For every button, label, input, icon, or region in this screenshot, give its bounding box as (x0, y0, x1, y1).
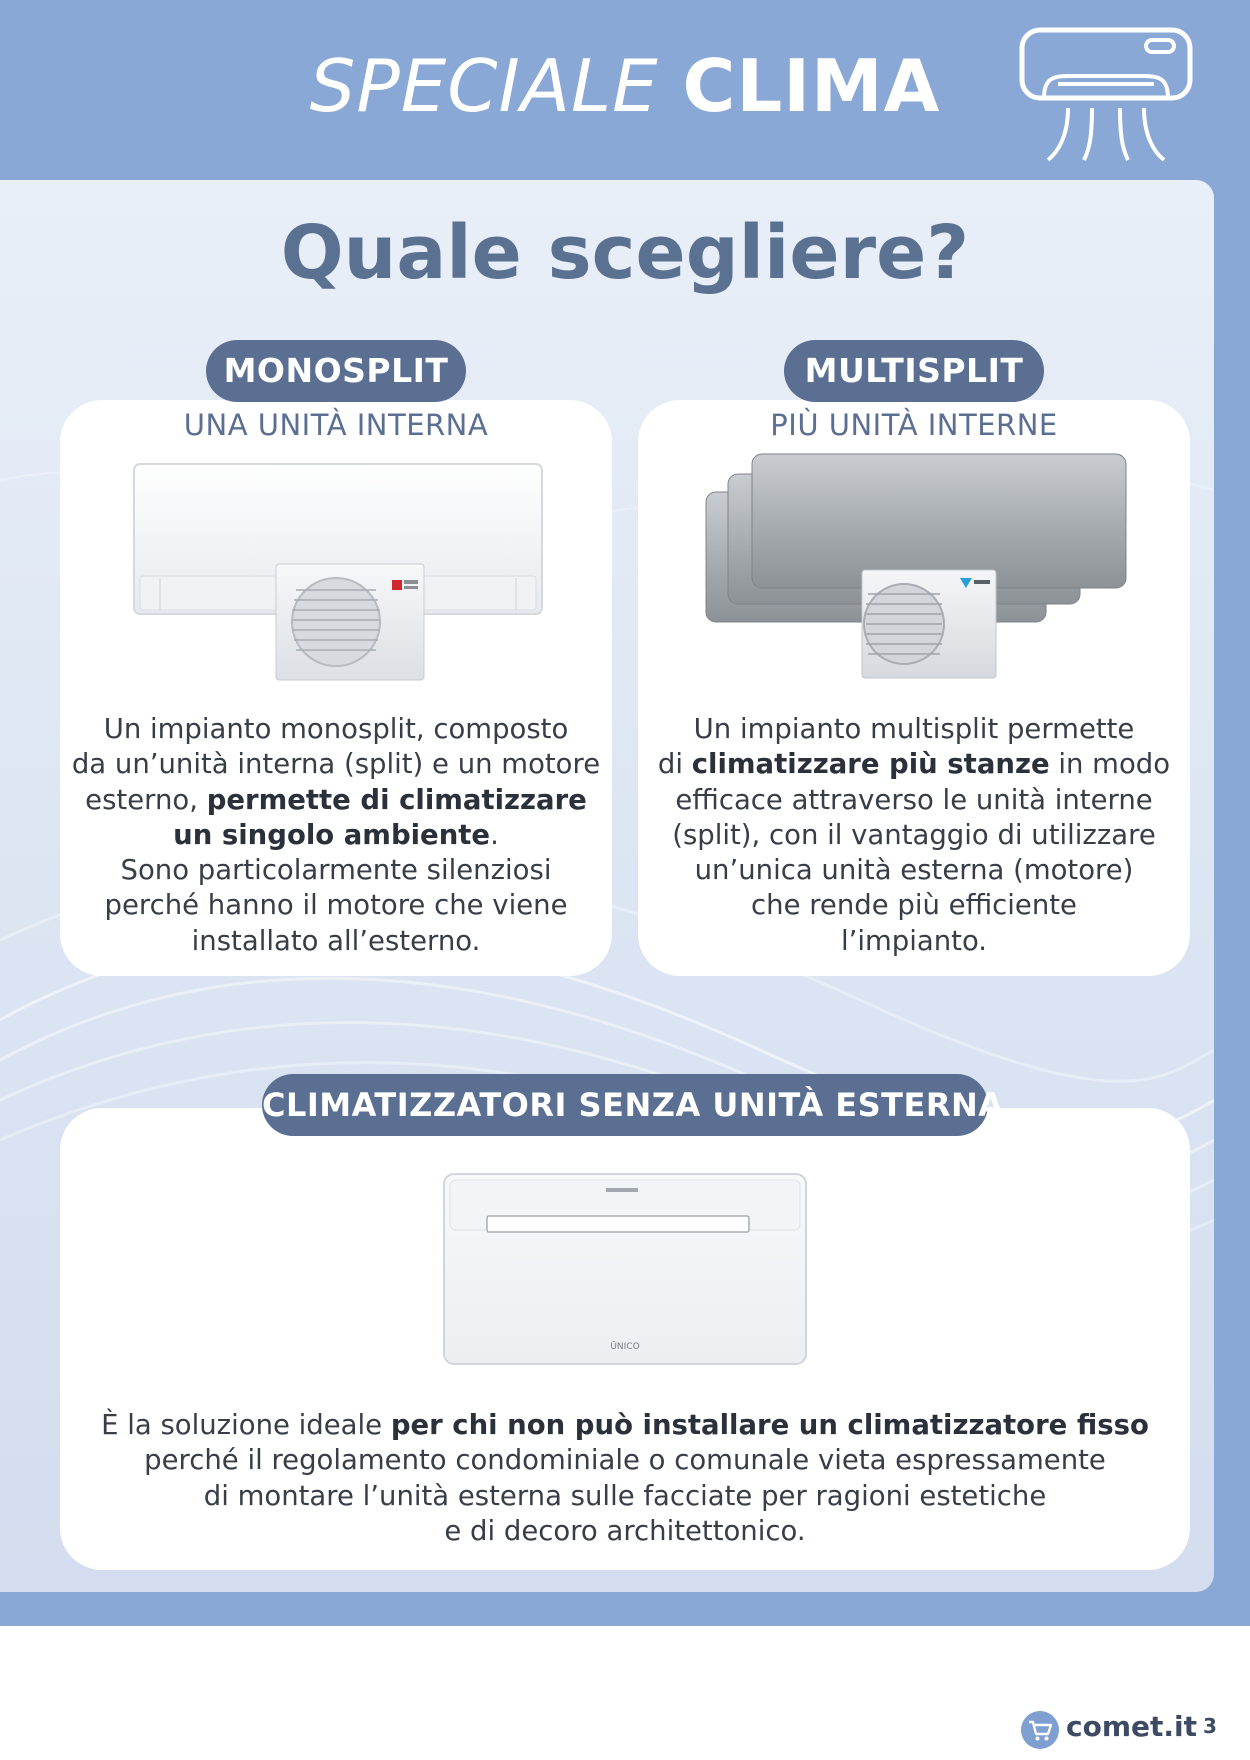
text-segment: esterno, (85, 783, 207, 816)
text-line (638, 924, 1190, 959)
title-light: SPECIALE (309, 44, 659, 128)
unico-brand-label: ŪNICO (610, 1342, 640, 1352)
text-segment: da un’unità interna (split) e un motore (71, 748, 601, 781)
text-line (638, 888, 1190, 923)
monosplit-pill: MONOSPLIT (206, 340, 466, 402)
text-line (638, 783, 1190, 818)
text-line (60, 1514, 1190, 1549)
multisplit-description (638, 712, 1190, 959)
shopping-cart-icon (1020, 1710, 1060, 1750)
text-line (638, 712, 1190, 747)
text-line (60, 1408, 1190, 1443)
page-number: 3 (1203, 1714, 1217, 1738)
text-line (60, 747, 612, 782)
bold-text: un singolo ambiente (173, 818, 491, 851)
text-line (60, 1479, 1190, 1514)
text-segment: l’impianto. (840, 924, 988, 957)
text-segment: di montare l’unità esterna sulle facciate per ragioni estetiche (203, 1479, 1047, 1512)
monosplit-product-image (130, 460, 550, 682)
text-line (638, 747, 1190, 782)
bold-text: permette di climatizzare (206, 783, 587, 816)
brand-logo-text: comet.it (1066, 1710, 1198, 1743)
text-segment: Sono particolarmente silenziosi (120, 854, 552, 887)
bold-text: per chi non può installare un climatizzatore fisso (390, 1409, 1149, 1441)
monosplit-subtitle: UNA UNITÀ INTERNA (183, 408, 489, 442)
text-segment: (split), con il vantaggio di utilizzare (672, 818, 1156, 851)
text-segment: di (657, 748, 692, 781)
bold-text: climatizzare più stanze (691, 748, 1050, 781)
question-heading: Quale scegliere? (280, 210, 970, 296)
text-line (60, 712, 612, 747)
text-segment: efficace attraverso le unità interne (675, 783, 1153, 816)
text-segment: che rende più efficiente (751, 889, 1077, 922)
text-line (60, 818, 612, 853)
title-bold: CLIMA (682, 44, 941, 128)
text-segment: È la soluzione ideale (101, 1409, 391, 1441)
text-segment: Un impianto monosplit, composto (103, 713, 569, 745)
multisplit-pill: MULTISPLIT (784, 340, 1044, 402)
monosplit-description (60, 712, 612, 959)
text-line (60, 924, 612, 959)
text-segment: installato all’esterno. (191, 924, 481, 957)
text-line (638, 818, 1190, 853)
text-segment: Un impianto multisplit permette (693, 713, 1135, 745)
senza-description (60, 1408, 1190, 1549)
text-line (638, 853, 1190, 888)
multisplit-subtitle: PIÙ UNITÀ INTERNE (770, 408, 1058, 442)
text-segment: perché il regolamento condominiale o comunale vieta espressamente (144, 1444, 1106, 1477)
text-segment: e di decoro architettonico. (444, 1514, 806, 1547)
text-segment: perché hanno il motore che viene (104, 889, 568, 922)
unico-product-image (440, 1170, 810, 1368)
text-line (60, 783, 612, 818)
text-segment: . (490, 818, 499, 851)
text-line (60, 1443, 1190, 1478)
text-line (60, 888, 612, 923)
text-segment: in modo (1049, 748, 1171, 781)
header-band (0, 0, 1250, 180)
senza-pill: CLIMATIZZATORI SENZA UNITÀ ESTERNA (262, 1074, 988, 1136)
text-segment: un’unica unità esterna (motore) (694, 854, 1134, 887)
text-line (60, 853, 612, 888)
multisplit-product-image (702, 452, 1132, 682)
air-conditioner-icon (1018, 26, 1196, 166)
